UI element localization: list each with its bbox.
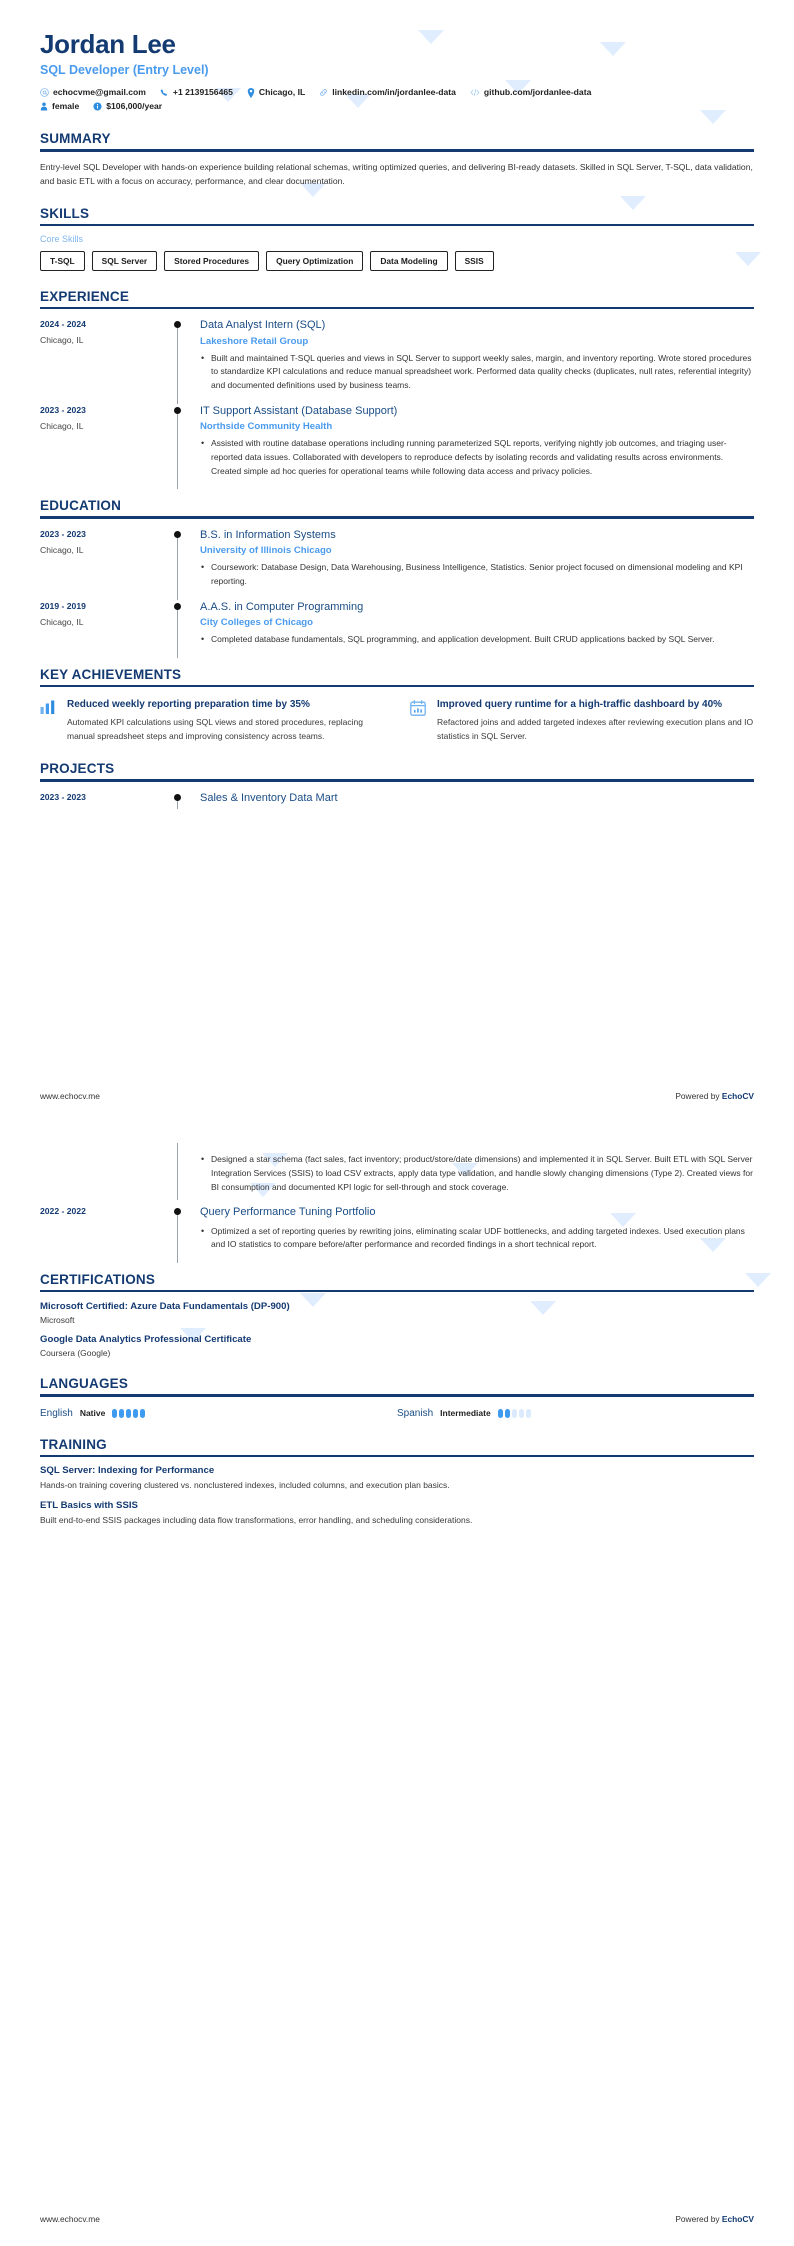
entry-bullet-list — [200, 561, 754, 589]
entry-body — [200, 318, 754, 395]
certification-issuer: Microsoft — [40, 1315, 75, 1326]
entry-organization: Northside Community Health — [200, 421, 333, 433]
entry-bullet-list — [200, 1153, 754, 1194]
section-divider — [40, 516, 754, 518]
entry-bullet: • Assisted with routine database operations including running parameterized SQL reports, verifying nightly job outcomes, and triaging user-reported data issues. Collaborated with developers to reproduce defects by isolating records and validating results across environments. Created simple ad hoc queries for operational teams while following data access and privacy policies. — [200, 437, 754, 478]
skill-tag: T-SQL — [40, 251, 85, 271]
section-education — [40, 498, 754, 648]
education-entry — [40, 528, 754, 591]
skill-tag-list — [40, 251, 754, 271]
candidate-name: Jordan Lee — [40, 29, 176, 59]
entry-meta — [40, 1153, 170, 1196]
rating-dot — [133, 1409, 138, 1418]
timeline-rail — [170, 404, 200, 481]
language-name: Spanish — [397, 1407, 434, 1419]
rating-dot — [512, 1409, 517, 1418]
skill-tag: SSIS — [455, 251, 494, 271]
section-divider — [40, 779, 754, 781]
entry-organization: City Colleges of Chicago — [200, 616, 314, 628]
timeline-line — [177, 322, 178, 404]
contact-github[interactable] — [470, 86, 591, 100]
entry-body — [200, 528, 754, 591]
section-heading-projects: PROJECTS — [40, 761, 115, 777]
entry-title: Data Analyst Intern (SQL) — [200, 319, 326, 332]
rating-dot — [112, 1409, 117, 1418]
footer-powered-by — [675, 2214, 754, 2224]
page-footer — [40, 1091, 754, 1101]
language-level: Intermediate — [440, 1408, 491, 1418]
entry-bullet: • Designed a star schema (fact sales, fact inventory; product/store/date dimensions) and implemented it in SQL Server. Built ETL with SQL Server Integration Services (SSIS) to load CSV extracts, apply data type validation, and handle slowly changing dimensions (Type 2). Created views for BI consumption and documented KPI logic for sell-through and stock coverage. — [200, 1153, 754, 1194]
bar-chart-icon — [40, 698, 58, 744]
entry-date: 2019 - 2019 — [40, 600, 86, 611]
rating-dot — [526, 1409, 531, 1418]
timeline-dot — [174, 321, 181, 328]
entry-title: Query Performance Tuning Portfolio — [200, 1206, 376, 1219]
certification-item — [40, 1334, 754, 1358]
contact-row-primary — [40, 86, 754, 100]
timeline-dot — [174, 531, 181, 538]
skill-tag: SQL Server — [92, 251, 157, 271]
info-icon — [93, 102, 102, 111]
section-divider — [40, 1455, 754, 1457]
achievement-description: Refactored joins and added targeted indexes after reviewing execution plans and IO statistics in SQL Server. — [437, 717, 754, 741]
section-projects-continued — [40, 1153, 754, 1254]
section-skills — [40, 206, 754, 271]
entry-bullet: • Coursework: Database Design, Data Warehousing, Business Intelligence, Statistics. Senior project focused on dimensional modeling and KPI reporting. — [200, 561, 754, 589]
entry-location: Chicago, IL — [40, 616, 84, 627]
resume-header — [40, 30, 754, 113]
contact-gender — [40, 100, 79, 114]
entry-title: B.S. in Information Systems — [200, 528, 336, 541]
rating-dot — [119, 1409, 124, 1418]
section-heading-summary: SUMMARY — [40, 131, 111, 147]
summary-text: Entry-level SQL Developer with hands-on experience building relational schemas, writing optimized queries, and delivering BI-ready datasets. Skilled in SQL Server, T-SQL, data validation, and basic ETL with a focus on accuracy, performance, and clear documentation. — [40, 161, 753, 186]
language-level: Native — [79, 1408, 106, 1418]
training-item — [40, 1465, 754, 1493]
candidate-job-title: SQL Developer (Entry Level) — [40, 62, 209, 77]
email-icon — [40, 88, 49, 97]
entry-title: A.A.S. in Computer Programming — [200, 600, 364, 613]
rating-dot — [126, 1409, 131, 1418]
section-languages — [40, 1376, 754, 1418]
training-name: ETL Basics with SSIS — [40, 1500, 138, 1512]
resume-page-2 — [0, 1123, 794, 2246]
entry-bullet-list — [200, 352, 754, 393]
contact-salary-text: $106,000/year — [106, 100, 163, 111]
footer-brand: EchoCV — [721, 2214, 754, 2224]
timeline-rail — [170, 318, 200, 395]
section-divider — [40, 685, 754, 687]
entry-bullet-list — [200, 1225, 754, 1253]
entry-location: Chicago, IL — [40, 544, 84, 555]
entry-body — [200, 404, 754, 481]
entry-title: Sales & Inventory Data Mart — [200, 791, 338, 804]
section-heading-education: EDUCATION — [40, 498, 122, 514]
entry-bullet-list — [200, 437, 754, 478]
timeline-line — [177, 1143, 178, 1200]
rating-dot — [505, 1409, 510, 1418]
entry-meta — [40, 404, 170, 481]
entry-bullet: • Completed database fundamentals, SQL programming, and application development. Built CRUD applications backed by SQL Server. — [200, 633, 754, 647]
achievement-body — [67, 698, 384, 744]
section-heading-certifications: CERTIFICATIONS — [40, 1272, 156, 1288]
section-heading-key-achievements: KEY ACHIEVEMENTS — [40, 666, 182, 682]
entry-location: Chicago, IL — [40, 335, 84, 346]
skill-tag: Query Optimization — [266, 251, 363, 271]
person-icon — [40, 102, 48, 111]
contact-salary — [93, 100, 162, 114]
section-divider — [40, 1290, 754, 1292]
language-rating-dots — [498, 1409, 531, 1418]
page-footer — [40, 2214, 754, 2224]
entry-meta — [40, 318, 170, 395]
footer-brand: EchoCV — [721, 1091, 754, 1101]
rating-dot — [519, 1409, 524, 1418]
timeline-line — [177, 408, 178, 490]
footer-site: www.echocv.me — [40, 2214, 100, 2224]
skill-tag: Stored Procedures — [164, 251, 259, 271]
entry-bullet: • Optimized a set of reporting queries by rewriting joins, eliminating scalar UDF bottlenecks, and adding targeted indexes. Used execution plans and IO statistics to compare before/after performance and recorded findings in a short technical report. — [200, 1225, 754, 1253]
certification-name: Google Data Analytics Professional Certificate — [40, 1334, 252, 1346]
section-experience — [40, 289, 754, 480]
experience-entry — [40, 318, 754, 395]
timeline-dot — [174, 1208, 181, 1215]
achievement-description: Automated KPI calculations using SQL views and stored procedures, replacing manual spreadsheet steps and improving consistency across teams. — [67, 717, 363, 741]
certification-item — [40, 1301, 754, 1325]
entry-date: 2022 - 2022 — [40, 1206, 86, 1217]
language-rating-dots — [112, 1409, 145, 1418]
entry-organization: University of Illinois Chicago — [200, 544, 332, 556]
language-list — [40, 1408, 754, 1419]
code-icon — [470, 88, 480, 97]
skill-tag: Data Modeling — [370, 251, 447, 271]
section-summary — [40, 131, 754, 188]
entry-date: 2024 - 2024 — [40, 319, 86, 330]
entry-location: Chicago, IL — [40, 420, 84, 431]
contact-github-text: github.com/jordanlee-data — [483, 86, 592, 97]
timeline-rail — [170, 1153, 200, 1196]
project-entry-continued — [40, 1153, 754, 1196]
calendar-chart-icon — [410, 698, 428, 744]
timeline-dot — [174, 794, 181, 801]
language-item — [397, 1408, 754, 1419]
project-entry — [40, 791, 754, 805]
achievement-title: Reduced weekly reporting preparation time by 35% — [67, 698, 310, 710]
section-heading-experience: EXPERIENCE — [40, 289, 130, 305]
timeline-dot — [174, 407, 181, 414]
footer-site: www.echocv.me — [40, 1091, 100, 1101]
contact-phone[interactable] — [160, 86, 233, 100]
entry-meta — [40, 791, 170, 805]
timeline-dot — [174, 603, 181, 610]
timeline-line — [177, 604, 178, 658]
training-name: SQL Server: Indexing for Performance — [40, 1464, 215, 1476]
contact-phone-text: +1 2139156465 — [172, 86, 233, 97]
rating-dot — [140, 1409, 145, 1418]
contact-email-text: echocvme@gmail.com — [53, 86, 146, 97]
footer-powered-prefix: Powered by — [675, 2214, 722, 2224]
section-divider — [40, 307, 754, 309]
footer-powered-prefix: Powered by — [675, 1091, 722, 1101]
achievement-item — [410, 698, 754, 744]
project-entry — [40, 1205, 754, 1254]
achievement-title: Improved query runtime for a high-traffic dashboard by 40% — [437, 698, 723, 710]
timeline-rail — [170, 600, 200, 649]
section-heading-training: TRAINING — [40, 1436, 107, 1452]
achievement-item — [40, 698, 384, 744]
entry-body — [200, 1153, 754, 1196]
section-certifications — [40, 1272, 754, 1358]
education-entry — [40, 600, 754, 649]
entry-organization: Lakeshore Retail Group — [200, 335, 309, 347]
entry-title: IT Support Assistant (Database Support) — [200, 404, 398, 417]
footer-powered-by — [675, 1091, 754, 1101]
timeline-rail — [170, 791, 200, 805]
language-name: English — [40, 1407, 73, 1419]
section-divider — [40, 224, 754, 226]
entry-date: 2023 - 2023 — [40, 528, 86, 539]
contact-gender-text: female — [52, 100, 80, 111]
entry-bullet: • Built and maintained T-SQL queries and views in SQL Server to support weekly sales, margin, and inventory reporting. Wrote stored procedures to standardize KPI calculations and reduce manual spreadsheet work. Performed data quality checks (duplicates, null rates, referential integrity) and documented definitions used by business teams. — [200, 352, 754, 393]
section-heading-languages: LANGUAGES — [40, 1376, 129, 1392]
entry-meta — [40, 1205, 170, 1254]
contact-linkedin[interactable] — [319, 86, 456, 100]
contact-location — [247, 86, 305, 100]
entry-body — [200, 1205, 754, 1254]
contact-row-secondary — [40, 100, 754, 114]
entry-meta — [40, 600, 170, 649]
contact-email[interactable] — [40, 86, 146, 100]
entry-meta — [40, 528, 170, 591]
section-projects — [40, 761, 754, 804]
section-key-achievements — [40, 667, 754, 744]
entry-bullet-list — [200, 633, 754, 647]
contact-linkedin-text: linkedin.com/in/jordanlee-data — [332, 86, 456, 97]
contact-info — [40, 86, 754, 114]
training-item — [40, 1500, 754, 1528]
language-item — [40, 1408, 397, 1419]
location-pin-icon — [247, 88, 255, 98]
training-description: Built end-to-end SSIS packages including data flow transformations, error handling, and scheduling considerations. — [40, 1515, 473, 1526]
link-icon — [319, 88, 328, 97]
achievement-list — [40, 698, 754, 744]
section-training — [40, 1437, 754, 1528]
entry-body — [200, 600, 754, 649]
section-divider — [40, 149, 754, 151]
contact-location-text: Chicago, IL — [258, 86, 306, 97]
experience-entry — [40, 404, 754, 481]
timeline-line — [177, 532, 178, 600]
phone-icon — [160, 88, 169, 97]
entry-body — [200, 791, 754, 805]
achievement-body — [437, 698, 754, 744]
certification-issuer: Coursera (Google) — [40, 1348, 111, 1359]
certification-name: Microsoft Certified: Azure Data Fundamentals (DP-900) — [40, 1301, 290, 1313]
rating-dot — [498, 1409, 503, 1418]
training-description: Hands-on training covering clustered vs. nonclustered indexes, included columns, and execution plan basics. — [40, 1479, 450, 1490]
section-divider — [40, 1394, 754, 1396]
timeline-line — [177, 1209, 178, 1263]
timeline-rail — [170, 528, 200, 591]
entry-date: 2023 - 2023 — [40, 791, 86, 802]
section-heading-skills: SKILLS — [40, 205, 90, 221]
timeline-rail — [170, 1205, 200, 1254]
skills-group-label: Core Skills — [40, 234, 84, 245]
entry-date: 2023 - 2023 — [40, 404, 86, 415]
